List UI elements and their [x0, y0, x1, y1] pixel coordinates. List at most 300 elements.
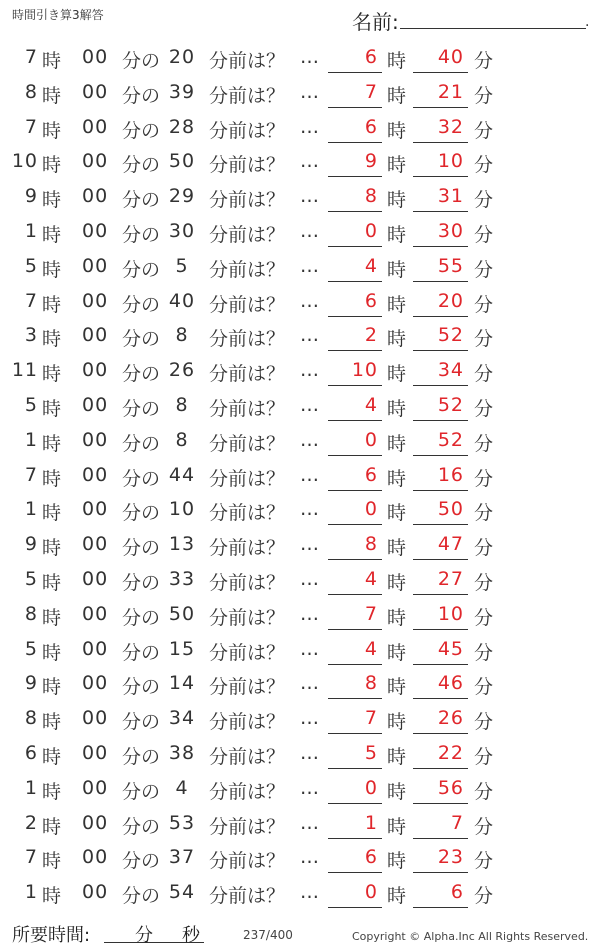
problem-hour: 6 — [24, 741, 38, 764]
answer-minute-label: 分 — [474, 293, 494, 316]
answer-minute: 52 — [437, 324, 464, 347]
minute-of-label: 分の — [122, 397, 161, 420]
hour-label: 時 — [42, 189, 62, 212]
minute-of-label: 分の — [122, 50, 161, 72]
answer-minute-label: 分 — [474, 641, 494, 664]
problem-subtract-minutes: 8 — [175, 324, 189, 347]
problem-subtract-minutes: 33 — [168, 567, 196, 590]
problem-hour: 7 — [24, 289, 38, 312]
answer-minute: 6 — [450, 881, 464, 904]
answer-hour: 5 — [364, 741, 378, 764]
answer-minute: 52 — [437, 428, 464, 451]
problem-hour: 8 — [24, 707, 38, 730]
answer-hour-label: 時 — [387, 432, 407, 455]
answer-hour: 4 — [364, 637, 378, 660]
answer-minute-label: 分 — [474, 850, 494, 873]
answer-minute: 55 — [437, 254, 464, 277]
answer-hour-label: 時 — [387, 119, 407, 142]
answer-hour-label: 時 — [387, 397, 407, 420]
answer-hour-label: 時 — [387, 189, 407, 212]
ellipsis: … — [300, 219, 319, 242]
problem-row — [0, 839, 600, 874]
answer-hour: 6 — [364, 846, 378, 869]
problem-subtract-minutes: 26 — [168, 359, 196, 382]
name-label: 名前: — [352, 10, 399, 34]
answer-minute: 30 — [437, 219, 464, 242]
answer-hour: 7 — [364, 80, 378, 103]
ellipsis: … — [300, 498, 319, 521]
answer-minute: 22 — [437, 741, 464, 764]
answer-hour: 0 — [364, 219, 378, 242]
hour-label: 時 — [42, 154, 62, 177]
problem-minute: 00 — [82, 881, 109, 904]
answer-hour: 7 — [364, 707, 378, 730]
problem-hour: 1 — [24, 219, 38, 242]
answer-minute-label: 分 — [474, 119, 494, 142]
answer-minute: 27 — [437, 567, 464, 590]
hour-label: 時 — [42, 119, 62, 142]
problem-subtract-minutes: 34 — [168, 707, 196, 730]
ellipsis: … — [300, 185, 319, 208]
answer-hour: 9 — [364, 150, 378, 173]
problem-subtract-minutes: 38 — [168, 741, 196, 764]
before-question-label: 分前は？ — [209, 885, 286, 908]
problem-subtract-minutes: 4 — [175, 776, 189, 799]
answer-minute-label: 分 — [474, 467, 494, 490]
problem-minute: 00 — [82, 254, 109, 277]
problem-minute: 00 — [82, 46, 109, 68]
problem-row — [0, 526, 600, 561]
time-second-label: 秒 — [182, 925, 200, 946]
problem-subtract-minutes: 54 — [168, 881, 196, 904]
ellipsis: … — [300, 359, 319, 382]
problem-subtract-minutes: 13 — [168, 533, 196, 556]
name-field-line[interactable] — [400, 28, 586, 29]
problem-minute: 00 — [82, 707, 109, 730]
answer-hour: 8 — [364, 672, 378, 695]
minute-of-label: 分の — [122, 815, 161, 838]
answer-hour-label: 時 — [387, 606, 407, 629]
answer-minute: 26 — [437, 707, 464, 730]
answer-minute-label: 分 — [474, 815, 494, 838]
minute-of-label: 分の — [122, 258, 161, 281]
name-end-mark: . — [585, 14, 590, 30]
before-question-label: 分前は？ — [209, 432, 286, 455]
minute-of-label: 分の — [122, 154, 161, 177]
answer-hour-label: 時 — [387, 50, 407, 72]
problem-subtract-minutes: 50 — [168, 150, 196, 173]
answer-minute-label: 分 — [474, 571, 494, 594]
problem-row — [0, 422, 600, 457]
ellipsis: … — [300, 741, 319, 764]
problem-minute: 00 — [82, 393, 109, 416]
answer-minute: 45 — [437, 637, 464, 660]
ellipsis: … — [300, 602, 319, 625]
answer-minute-label: 分 — [474, 432, 494, 455]
before-question-label: 分前は？ — [209, 641, 286, 664]
answer-hour: 7 — [364, 602, 378, 625]
answer-hour-label: 時 — [387, 885, 407, 908]
before-question-label: 分前は？ — [209, 745, 286, 768]
ellipsis: … — [300, 776, 319, 799]
answer-hour: 1 — [364, 811, 378, 834]
before-question-label: 分前は？ — [209, 189, 286, 212]
ellipsis: … — [300, 150, 319, 173]
time-minute-label: 分 — [135, 925, 153, 946]
problem-subtract-minutes: 30 — [168, 219, 196, 242]
problem-subtract-minutes: 8 — [175, 428, 189, 451]
answer-minute-label: 分 — [474, 328, 494, 351]
problem-row — [0, 665, 600, 700]
minute-of-label: 分の — [122, 119, 161, 142]
before-question-label: 分前は？ — [209, 293, 286, 316]
hour-label: 時 — [42, 780, 62, 803]
problem-minute: 00 — [82, 741, 109, 764]
ellipsis: … — [300, 567, 319, 590]
problem-row — [0, 39, 600, 74]
minute-of-label: 分の — [122, 293, 161, 316]
problem-hour: 8 — [24, 80, 38, 103]
problem-subtract-minutes: 5 — [175, 254, 189, 277]
answer-hour: 0 — [364, 498, 378, 521]
ellipsis: … — [300, 80, 319, 103]
problem-hour: 2 — [24, 811, 38, 834]
answer-minute-label: 分 — [474, 711, 494, 734]
answer-minute: 47 — [437, 533, 464, 556]
answer-minute-label: 分 — [474, 676, 494, 699]
problem-minute: 00 — [82, 463, 109, 486]
problem-subtract-minutes: 50 — [168, 602, 196, 625]
before-question-label: 分前は？ — [209, 815, 286, 838]
problem-minute: 00 — [82, 533, 109, 556]
hour-label: 時 — [42, 850, 62, 873]
ellipsis: … — [300, 428, 319, 451]
answer-minute-label: 分 — [474, 363, 494, 386]
ellipsis: … — [300, 637, 319, 660]
before-question-label: 分前は？ — [209, 119, 286, 142]
answer-minute: 46 — [437, 672, 464, 695]
problem-subtract-minutes: 37 — [168, 846, 196, 869]
answer-minute-label: 分 — [474, 780, 494, 803]
answer-hour-label: 時 — [387, 850, 407, 873]
minute-of-label: 分の — [122, 189, 161, 212]
before-question-label: 分前は？ — [209, 154, 286, 177]
hour-label: 時 — [42, 432, 62, 455]
answer-hour: 0 — [364, 881, 378, 904]
problem-hour: 9 — [24, 533, 38, 556]
answer-minute-label: 分 — [474, 223, 494, 246]
problem-row — [0, 805, 600, 840]
problem-row — [0, 213, 600, 248]
before-question-label: 分前は？ — [209, 780, 286, 803]
hour-label: 時 — [42, 84, 62, 107]
hour-label: 時 — [42, 258, 62, 281]
answer-minute: 52 — [437, 393, 464, 416]
problem-minute: 00 — [82, 776, 109, 799]
before-question-label: 分前は？ — [209, 397, 286, 420]
hour-label: 時 — [42, 502, 62, 525]
answer-minute: 7 — [450, 811, 464, 834]
hour-label: 時 — [42, 745, 62, 768]
ellipsis: … — [300, 881, 319, 904]
problem-subtract-minutes: 28 — [168, 115, 196, 138]
ellipsis: … — [300, 115, 319, 138]
problem-subtract-minutes: 40 — [168, 289, 196, 312]
ellipsis: … — [300, 533, 319, 556]
problem-hour: 1 — [24, 776, 38, 799]
problem-hour: 5 — [24, 637, 38, 660]
before-question-label: 分前は？ — [209, 467, 286, 490]
problem-hour: 10 — [11, 150, 38, 173]
problem-minute: 00 — [82, 637, 109, 660]
ellipsis: … — [300, 463, 319, 486]
ellipsis: … — [300, 254, 319, 277]
hour-label: 時 — [42, 815, 62, 838]
page-number: 237/400 — [243, 928, 293, 942]
problem-minute: 00 — [82, 289, 109, 312]
problem-subtract-minutes: 15 — [168, 637, 196, 660]
answer-minute: 23 — [437, 846, 464, 869]
hour-label: 時 — [42, 537, 62, 560]
answer-hour-label: 時 — [387, 84, 407, 107]
before-question-label: 分前は？ — [209, 50, 286, 72]
before-question-label: 分前は？ — [209, 258, 286, 281]
problem-subtract-minutes: 39 — [168, 80, 196, 103]
answer-hour: 4 — [364, 393, 378, 416]
problem-minute: 00 — [82, 567, 109, 590]
minute-of-label: 分の — [122, 676, 161, 699]
answer-hour-label: 時 — [387, 815, 407, 838]
answer-hour-label: 時 — [387, 641, 407, 664]
answer-hour-label: 時 — [387, 293, 407, 316]
problem-row — [0, 491, 600, 526]
minute-of-label: 分の — [122, 885, 161, 908]
problem-minute: 00 — [82, 498, 109, 521]
problem-minute: 00 — [82, 846, 109, 869]
answer-hour: 4 — [364, 567, 378, 590]
problem-list — [0, 39, 600, 909]
problem-row — [0, 178, 600, 213]
minute-of-label: 分の — [122, 502, 161, 525]
problem-row — [0, 457, 600, 492]
problem-minute: 00 — [82, 359, 109, 382]
minute-of-label: 分の — [122, 467, 161, 490]
ellipsis: … — [300, 324, 319, 347]
minute-of-label: 分の — [122, 641, 161, 664]
ellipsis: … — [300, 672, 319, 695]
answer-minute: 32 — [437, 115, 464, 138]
hour-label: 時 — [42, 328, 62, 351]
answer-hour-label: 時 — [387, 328, 407, 351]
minute-of-label: 分の — [122, 606, 161, 629]
before-question-label: 分前は？ — [209, 850, 286, 873]
problem-row — [0, 109, 600, 144]
minute-of-label: 分の — [122, 711, 161, 734]
hour-label: 時 — [42, 223, 62, 246]
before-question-label: 分前は？ — [209, 84, 286, 107]
problem-row — [0, 631, 600, 666]
answer-minute-label: 分 — [474, 885, 494, 908]
before-question-label: 分前は？ — [209, 363, 286, 386]
problem-row — [0, 317, 600, 352]
problem-hour: 1 — [24, 881, 38, 904]
problem-minute: 00 — [82, 115, 109, 138]
answer-minute: 10 — [437, 602, 464, 625]
problem-hour: 5 — [24, 567, 38, 590]
minute-of-label: 分の — [122, 363, 161, 386]
answer-hour-label: 時 — [387, 502, 407, 525]
answer-minute-label: 分 — [474, 84, 494, 107]
problem-hour: 5 — [24, 393, 38, 416]
answer-minute: 10 — [437, 150, 464, 173]
problem-minute: 00 — [82, 219, 109, 242]
answer-hour: 6 — [364, 463, 378, 486]
problem-minute: 00 — [82, 324, 109, 347]
before-question-label: 分前は？ — [209, 328, 286, 351]
answer-minute-label: 分 — [474, 154, 494, 177]
problem-minute: 00 — [82, 428, 109, 451]
problem-hour: 7 — [24, 46, 38, 68]
answer-minute: 20 — [437, 289, 464, 312]
answer-minute: 21 — [437, 80, 464, 103]
ellipsis: … — [300, 393, 319, 416]
ellipsis: … — [300, 46, 319, 68]
before-question-label: 分前は？ — [209, 571, 286, 594]
problem-row — [0, 143, 600, 178]
problem-hour: 9 — [24, 672, 38, 695]
minute-of-label: 分の — [122, 328, 161, 351]
answer-hour-label: 時 — [387, 154, 407, 177]
hour-label: 時 — [42, 676, 62, 699]
answer-hour: 6 — [364, 46, 378, 68]
before-question-label: 分前は？ — [209, 606, 286, 629]
answer-hour: 8 — [364, 185, 378, 208]
problem-row — [0, 248, 600, 283]
ellipsis: … — [300, 846, 319, 869]
before-question-label: 分前は？ — [209, 537, 286, 560]
answer-hour-blank[interactable] — [328, 907, 382, 908]
answer-hour: 6 — [364, 289, 378, 312]
problem-minute: 00 — [82, 672, 109, 695]
problem-row — [0, 74, 600, 109]
hour-label: 時 — [42, 606, 62, 629]
problem-subtract-minutes: 20 — [168, 46, 196, 68]
worksheet-title: 時間引き算3解答 — [12, 8, 104, 22]
answer-hour: 10 — [351, 359, 378, 382]
before-question-label: 分前は？ — [209, 676, 286, 699]
answer-hour: 2 — [364, 324, 378, 347]
problem-hour: 11 — [11, 359, 38, 382]
copyright-text: Copyright © Alpha.Inc All Rights Reserved. — [352, 930, 589, 943]
answer-minute-label: 分 — [474, 50, 494, 72]
answer-minute: 40 — [437, 46, 464, 68]
before-question-label: 分前は？ — [209, 502, 286, 525]
hour-label: 時 — [42, 50, 62, 72]
problem-subtract-minutes: 44 — [168, 463, 196, 486]
problem-hour: 1 — [24, 498, 38, 521]
time-required-label: 所要時間: — [12, 925, 91, 946]
answer-minute-label: 分 — [474, 189, 494, 212]
answer-hour-label: 時 — [387, 258, 407, 281]
problem-hour: 1 — [24, 428, 38, 451]
answer-minute: 34 — [437, 359, 464, 382]
answer-hour-label: 時 — [387, 780, 407, 803]
hour-label: 時 — [42, 885, 62, 908]
problem-minute: 00 — [82, 811, 109, 834]
answer-minute-blank[interactable] — [413, 907, 468, 908]
answer-minute: 31 — [437, 185, 464, 208]
answer-hour-label: 時 — [387, 676, 407, 699]
hour-label: 時 — [42, 711, 62, 734]
problem-subtract-minutes: 10 — [168, 498, 196, 521]
problem-row — [0, 352, 600, 387]
ellipsis: … — [300, 707, 319, 730]
answer-minute: 50 — [437, 498, 464, 521]
problem-row — [0, 596, 600, 631]
problem-minute: 00 — [82, 150, 109, 173]
problem-minute: 00 — [82, 602, 109, 625]
hour-label: 時 — [42, 571, 62, 594]
problem-row — [0, 700, 600, 735]
answer-hour: 0 — [364, 428, 378, 451]
answer-minute-label: 分 — [474, 537, 494, 560]
minute-of-label: 分の — [122, 432, 161, 455]
answer-hour: 6 — [364, 115, 378, 138]
answer-hour-label: 時 — [387, 223, 407, 246]
minute-of-label: 分の — [122, 780, 161, 803]
answer-hour-label: 時 — [387, 467, 407, 490]
hour-label: 時 — [42, 467, 62, 490]
hour-label: 時 — [42, 363, 62, 386]
answer-minute-label: 分 — [474, 745, 494, 768]
problem-minute: 00 — [82, 185, 109, 208]
answer-hour-label: 時 — [387, 745, 407, 768]
answer-hour: 0 — [364, 776, 378, 799]
minute-of-label: 分の — [122, 84, 161, 107]
problem-hour: 7 — [24, 463, 38, 486]
problem-row — [0, 735, 600, 770]
problem-row — [0, 874, 600, 909]
answer-minute-label: 分 — [474, 606, 494, 629]
answer-hour-label: 時 — [387, 711, 407, 734]
answer-hour: 4 — [364, 254, 378, 277]
problem-row — [0, 770, 600, 805]
answer-hour-label: 時 — [387, 571, 407, 594]
minute-of-label: 分の — [122, 745, 161, 768]
problem-row — [0, 561, 600, 596]
problem-hour: 7 — [24, 846, 38, 869]
answer-minute: 16 — [437, 463, 464, 486]
answer-hour-label: 時 — [387, 363, 407, 386]
answer-hour: 8 — [364, 533, 378, 556]
before-question-label: 分前は？ — [209, 223, 286, 246]
problem-subtract-minutes: 8 — [175, 393, 189, 416]
problem-hour: 8 — [24, 602, 38, 625]
problem-row — [0, 387, 600, 422]
minute-of-label: 分の — [122, 850, 161, 873]
minute-of-label: 分の — [122, 223, 161, 246]
before-question-label: 分前は？ — [209, 711, 286, 734]
ellipsis: … — [300, 811, 319, 834]
problem-hour: 3 — [24, 324, 38, 347]
problem-hour: 9 — [24, 185, 38, 208]
problem-row — [0, 283, 600, 318]
problem-hour: 5 — [24, 254, 38, 277]
answer-minute: 56 — [437, 776, 464, 799]
answer-minute-label: 分 — [474, 397, 494, 420]
problem-subtract-minutes: 14 — [168, 672, 196, 695]
problem-subtract-minutes: 53 — [168, 811, 196, 834]
